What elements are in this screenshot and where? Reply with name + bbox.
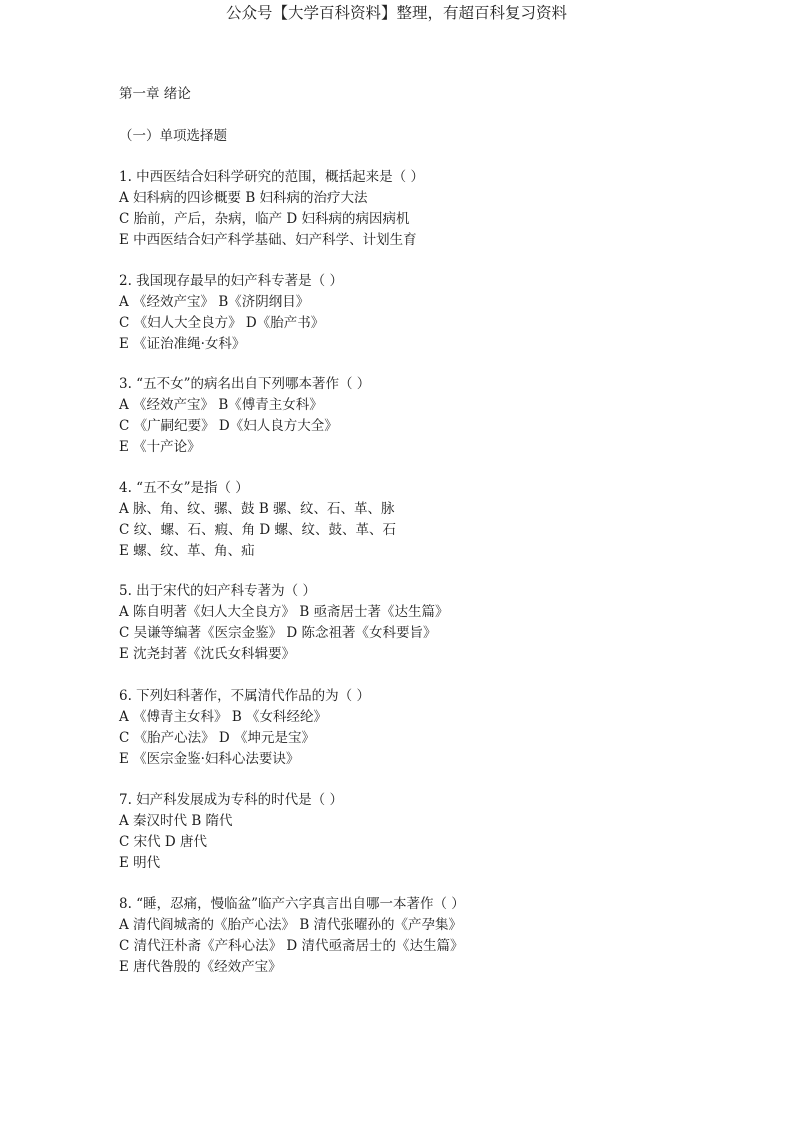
question-option: E 沈尧封著《沈氏女科辑要》 (119, 646, 296, 662)
question-option: A 《经效产宝》 B《济阴纲目》 (119, 294, 310, 310)
question-option: A 《傅青主女科》 B 《女科经纶》 (119, 709, 328, 725)
question-8 (119, 894, 465, 978)
question-option: E 螺、纹、革、角、疝 (119, 543, 255, 559)
question-option: C 《广嗣纪要》 D《妇人良方大全》 (119, 418, 338, 434)
question-stem: 7. 妇产科发展成为专科的时代是（ ） (119, 792, 343, 808)
question-option: E 明代 (119, 855, 161, 871)
section-title: （一）单项选择题 (119, 128, 227, 144)
question-option: E 唐代昝殷的《经效产宝》 (119, 959, 282, 975)
question-option: C 纹、螺、石、瘕、角 D 螺、纹、鼓、革、石 (119, 522, 397, 538)
question-option: A 脉、角、纹、骡、鼓 B 骡、纹、石、革、脉 (119, 501, 395, 517)
question-stem: 5. 出于宋代的妇产科专著为（ ） (119, 583, 316, 599)
chapter-title: 第一章 绪论 (119, 86, 191, 102)
question-option: E 《医宗金鉴·妇科心法要诀》 (119, 751, 300, 767)
question-option: E 中西医结合妇产科学基础、妇产科学、计划生育 (119, 232, 417, 248)
question-option: C 《妇人大全良方》 D《胎产书》 (119, 315, 325, 331)
question-stem: 4. “五不女”是指（ ） (119, 480, 249, 496)
question-option: C 吴谦等编著《医宗金鉴》 D 陈念祖著《女科要旨》 (119, 625, 437, 641)
question-stem: 1. 中西医结合妇科学研究的范围，概括起来是（ ） (119, 169, 424, 185)
question-stem: 6. 下列妇科著作，不属清代作品的为（ ） (119, 688, 370, 704)
question-option: C 宋代 D 唐代 (119, 834, 208, 850)
question-option: A 《经效产宝》 B《傅青主女科》 (119, 397, 323, 413)
question-4 (119, 478, 396, 562)
question-option: A 妇科病的四诊概要 B 妇科病的治疗大法 (119, 190, 368, 206)
question-6 (119, 686, 370, 770)
question-option: C 清代汪朴斋《产科心法》 D 清代亟斋居士的《达生篇》 (119, 938, 464, 954)
question-option: E 《十产论》 (119, 439, 201, 455)
question-option: E 《证治准绳·女科》 (119, 336, 246, 352)
question-option: C 《胎产心法》 D 《坤元是宝》 (119, 730, 316, 746)
question-option: A 清代阎城斋的《胎产心法》 B 清代张曜孙的《产孕集》 (119, 917, 463, 933)
question-stem: 3. “五不女”的病名出自下列哪本著作（ ） (119, 376, 371, 392)
page-header: 公众号【大学百科资料】整理，有超百科复习资料 (225, 4, 567, 22)
question-7 (119, 790, 343, 874)
question-2 (119, 271, 343, 355)
question-stem: 8. “睡，忍痛，慢临盆”临产六字真言出自哪一本著作（ ） (119, 896, 465, 912)
question-option: C 胎前，产后，杂病，临产 D 妇科病的病因病机 (119, 211, 410, 227)
question-stem: 2. 我国现存最早的妇产科专著是（ ） (119, 273, 343, 289)
question-option: A 秦汉时代 B 隋代 (119, 813, 233, 829)
question-5 (119, 581, 449, 665)
question-1 (119, 167, 424, 251)
question-3 (119, 374, 370, 458)
question-option: A 陈自明著《妇人大全良方》 B 亟斋居士著《达生篇》 (119, 604, 449, 620)
